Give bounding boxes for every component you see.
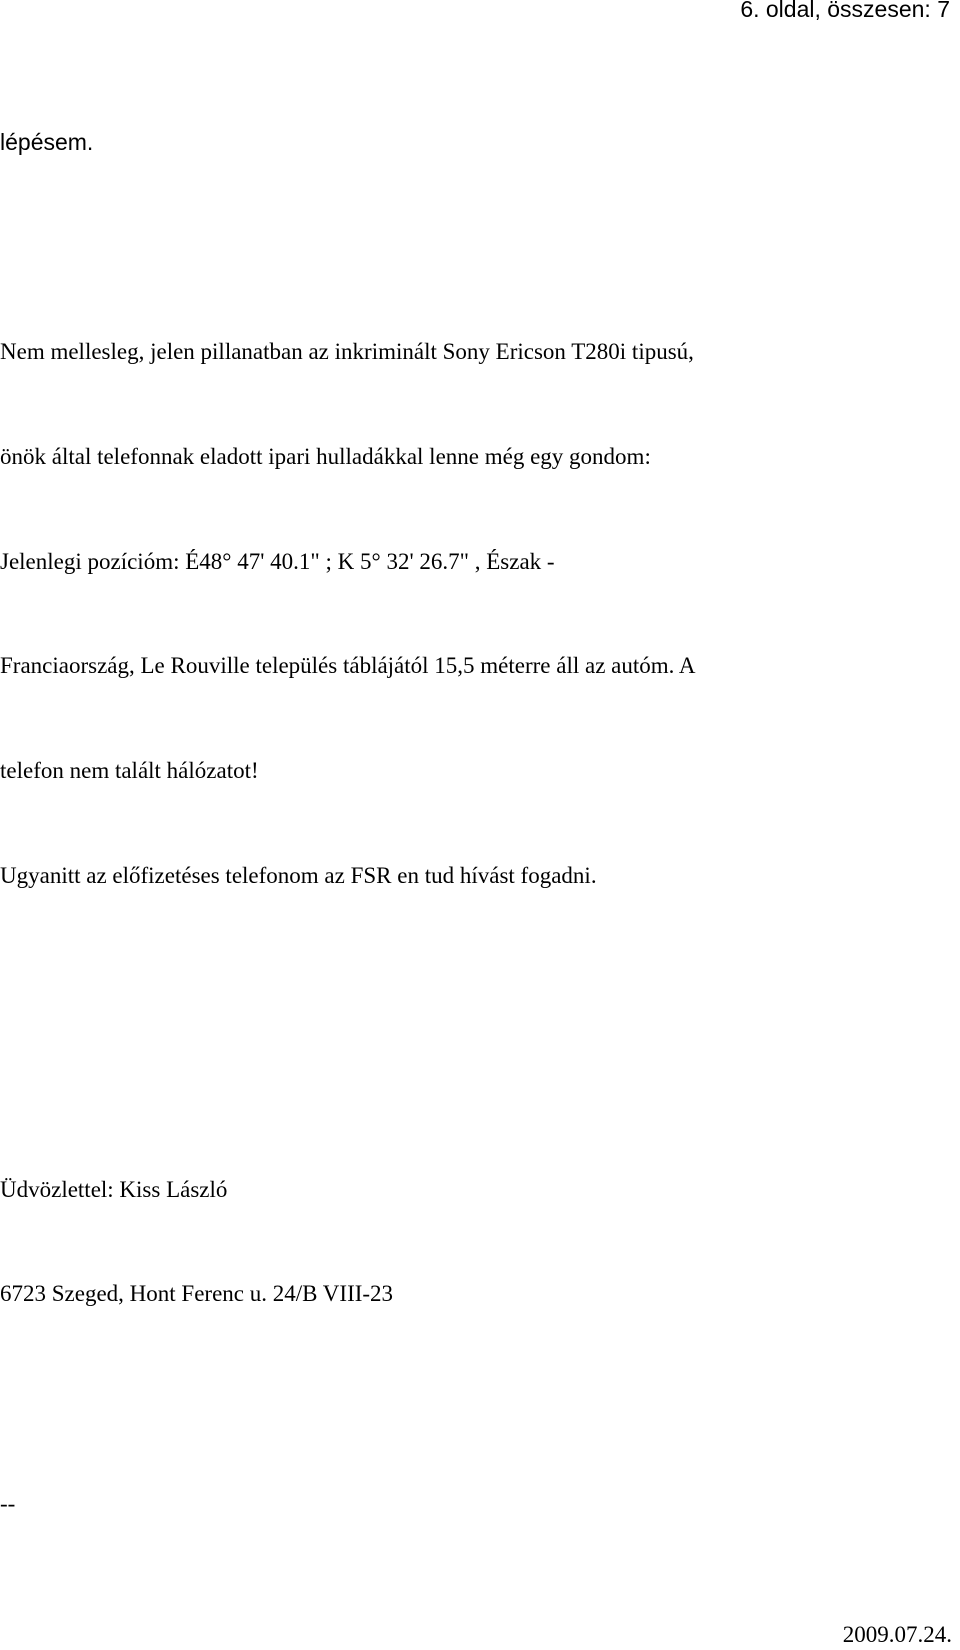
footer-date: 2009.07.24. xyxy=(842,1622,952,1647)
signature-greeting: Üdvözlettel: Kiss László xyxy=(0,1177,228,1202)
body-line-5: Franciaország, Le Rouville település táblájától 15,5 méterre áll az autóm. A xyxy=(0,653,696,678)
body-line-2: Nem mellesleg, jelen pillanatban az inkriminált Sony Ericson T280i tipusú, xyxy=(0,339,694,364)
body-line-6: telefon nem talált hálózatot! xyxy=(0,758,259,783)
signature-address: 6723 Szeged, Hont Ferenc u. 24/B VIII-23 xyxy=(0,1281,394,1306)
body-line-4: Jelenlegi pozícióm: É48° 47' 40.1" ; K 5° 32' 26.7" , Észak - xyxy=(0,549,555,574)
body-line-1: lépésem. xyxy=(0,129,94,155)
page-counter: 6. oldal, összesen: 7 xyxy=(740,0,950,22)
signature-separator: -- xyxy=(0,1491,16,1516)
body-line-7: Ugyanitt az előfizetéses telefonom az FSR en tud hívást fogadni. xyxy=(0,863,597,888)
body-line-3: önök által telefonnak eladott ipari hulladákkal lenne még egy gondom: xyxy=(0,444,651,469)
